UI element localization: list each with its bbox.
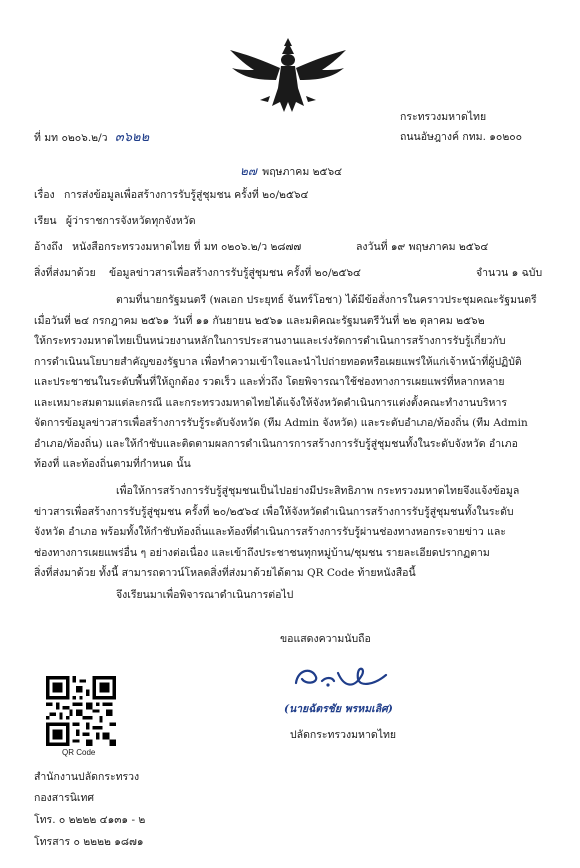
ministry-name: กระทรวงมหาดไทย [400,111,487,123]
signatory-name: (นายฉัตรชัย พรหมเลิศ) [284,703,393,715]
ministry-address: ถนนอัษฎางค์ กทม. ๑๐๒๐๐ [400,131,523,143]
paragraph-line: เพื่อให้การสร้างการรับรู้สู่ชุมชนเป็นไปอย่างมีประสิทธิภาพ กระทรวงมหาดไทยจึงแจ้งข้อมูล [116,485,520,497]
enclosure-label: สิ่งที่ส่งมาด้วย [34,267,96,279]
subject-line [34,186,309,203]
document-number [34,126,149,147]
paragraph-line: ท้องที่ และท้องถิ่นตามที่กำหนด นั้น [34,458,191,470]
reference-line [34,238,301,255]
salutation: ขอแสดงความนับถือ [280,633,371,645]
signature-image [282,651,392,695]
footer-phone: โทร. ๐ ๒๒๒๒ ๔๑๓๑ - ๒ [34,814,146,826]
date-day-handwritten: ๒๗ [240,164,257,178]
paragraph-line: ข่าวสารเพื่อสร้างการรับรู้สู่ชุมชน ครั้งที่ ๒๐/๒๕๖๔ เพื่อให้จังหวัดดำเนินการสร้างการรับรู้สู่ชุมชนทั้งในระดับ [34,505,514,518]
addressee-line [34,212,196,229]
reference-label: อ้างถึง [34,241,63,253]
paragraph-line: และประชาชนในระดับพื้นที่ให้ถูกต้อง รวดเร็ว และทั่วถึง โดยพิจารณาใช้ช่องทางการเผยแพร่ที่หลากหลาย [34,376,505,388]
footer-fax: โทรสาร ๐ ๒๒๒๒ ๑๘๗๑ [34,836,144,848]
reference-text: หนังสือกระทรวงมหาดไทย ที่ มท ๐๒๐๖.๒/ว ๒๘๗๗ [72,241,302,253]
paragraph-line: ให้กระทรวงมหาดไทยเป็นหน่วยงานหลักในการประสานงานและเร่งรัดการดำเนินการสร้างการรับรู้เกี่ยวกับ [34,335,506,347]
paragraph-line: และเหมาะสมตามแต่ละกรณี และกระทรวงมหาดไทยได้แจ้งให้จังหวัดดำเนินการแต่งตั้งคณะทำงานบริหาร [34,396,507,409]
subject-label: เรื่อง [34,189,55,201]
qr-code-icon[interactable] [46,676,116,746]
signatory-position: ปลัดกระทรวงมหาดไทย [290,729,397,741]
addressee-label: เรียน [34,215,57,227]
paragraph-line: จัดการข้อมูลข่าวสารเพื่อสร้างการรับรู้ระดับจังหวัด (ทีม Admin จังหวัด) และระดับอำเภอ/ท้องถิ่น (ทีม Admin [34,417,528,429]
date-month-year: พฤษภาคม ๒๕๖๔ [262,166,343,178]
paragraph-line: อำเภอ/ท้องถิ่น) และให้กำชับและติดตามผลการดำเนินการการสร้างการรับรู้สู่ชุมชนทั้งในระดับจังหวัด อำเภอ [34,437,518,450]
body-paragraph-1 [34,290,550,475]
subject-text: การส่งข้อมูลเพื่อสร้างการรับรู้สู่ชุมชน ครั้งที่ ๒๐/๒๕๖๔ [64,189,309,201]
body-paragraph-2 [34,481,550,584]
garuda-emblem-icon [224,36,352,116]
paragraph-line: ตามที่นายกรัฐมนตรี (พลเอก ประยุทธ์ จันทร์โอชา) ได้มีข้อสั่งการในคราวประชุมคณะรัฐมนตรี [116,294,537,306]
footer-division: กองสารนิเทศ [34,792,95,804]
document-number-handwritten: ๓๖๒๒ [114,130,150,145]
document-date [240,162,342,181]
document-number-label: ที่ มท ๐๒๐๖.๒/ว [34,132,108,144]
paragraph-line: การดำเนินนโยบายสำคัญของรัฐบาล เพื่อทำความเข้าใจและนำไปถ่ายทอดหรือเผยแพร่ให้แก่เจ้าหน้าที่ผู้ปฏิบัติ [34,355,522,368]
enclosure-count: จำนวน ๑ ฉบับ [476,267,543,279]
reference-date: ลงวันที่ ๑๙ พฤษภาคม ๒๕๖๔ [356,241,489,253]
qr-code-label: QR Code [62,748,96,757]
paragraph-line: ช่องทางการเผยแพร่อื่น ๆ อย่างต่อเนื่อง และเข้าถึงประชาชนทุกหมู่บ้าน/ชุมชน รายละเอียดปรากฏตาม [34,546,490,559]
paragraph-line: เมื่อวันที่ ๒๔ กรกฎาคม ๒๕๖๑ วันที่ ๑๑ กันยายน ๒๕๖๑ และมติคณะรัฐมนตรีวันที่ ๒๒ ตุลาคม ๒๕๖๒ [34,314,485,327]
enclosure-line [34,264,361,281]
enclosure-text: ข้อมูลข่าวสารเพื่อสร้างการรับรู้สู่ชุมชน ครั้งที่ ๒๐/๒๕๖๔ [109,267,362,279]
closing-request: จึงเรียนมาเพื่อพิจารณาดำเนินการต่อไป [116,589,294,601]
footer-office: สำนักงานปลัดกระทรวง [34,771,140,783]
paragraph-line: สิ่งที่ส่งมาด้วย ทั้งนี้ สามารถดาวน์โหลดสิ่งที่ส่งมาด้วยได้ตาม QR Code ท้ายหนังสือนี้ [34,567,416,579]
addressee-text: ผู้ว่าราชการจังหวัดทุกจังหวัด [65,215,196,227]
paragraph-line: จังหวัด อำเภอ พร้อมทั้งให้กำชับท้องถิ่นและท้องที่ดำเนินการสร้างการรับรู้ผ่านช่องทางหอกระจายข่าว และ [34,526,506,538]
